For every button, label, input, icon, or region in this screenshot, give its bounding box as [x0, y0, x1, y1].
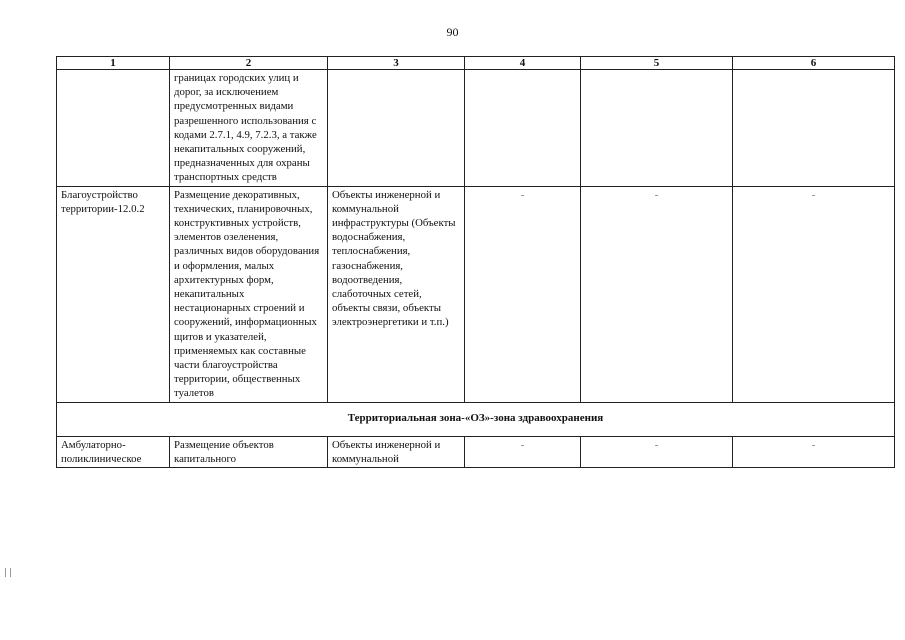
header-col-4: 4 [465, 57, 581, 70]
cell-auxiliary [328, 70, 465, 187]
cell-col6 [733, 70, 895, 187]
scan-margin-mark [5, 568, 11, 577]
cell-description: границах городских улиц и дорог, за исключением предусмотренных видами разрешенного использования с кодами 2.7.1, 4.9, 7.2.3, а также некапитальных сооружений, предназначенных для охраны транспортных средств [170, 70, 328, 187]
cell-col6: - [733, 186, 895, 402]
header-col-5: 5 [581, 57, 733, 70]
cell-col5: - [581, 436, 733, 467]
cell-activity-name [57, 70, 170, 187]
table-row [57, 70, 895, 187]
cell-activity-name: Амбулаторно-поликлиническое [57, 436, 170, 467]
cell-col6: - [733, 436, 895, 467]
cell-col4: - [465, 186, 581, 402]
cell-auxiliary: Объекты инженерной и коммунальной [328, 436, 465, 467]
cell-col4 [465, 70, 581, 187]
cell-col5 [581, 70, 733, 187]
table-row [57, 436, 895, 467]
cell-auxiliary: Объекты инженерной и коммунальной инфраструктуры (Объекты водоснабжения, теплоснабжения, газоснабжения, водоотведения, слаботочных сетей, объекты связи, объекты электроэнергетики и т.п.) [328, 186, 465, 402]
page-number: 90 [446, 25, 459, 39]
cell-col5: - [581, 186, 733, 402]
header-col-6: 6 [733, 57, 895, 70]
header-col-3: 3 [328, 57, 465, 70]
table-row [57, 186, 895, 402]
cell-col4: - [465, 436, 581, 467]
cell-activity-name: Благоустройство территории-12.0.2 [57, 186, 170, 402]
cell-description: Размещение декоративных, технических, планировочных, конструктивных устройств, элементов озеленения, различных видов оборудования и оформления, малых архитектурных форм, некапитальных нестационарных строений и сооружений, информационных щитов и указателей, применяемых как составные части благоустройства территории, общественных туалетов [170, 186, 328, 402]
zone-heading-row [57, 402, 895, 436]
header-col-1: 1 [57, 57, 170, 70]
zoning-table [56, 56, 895, 468]
header-row [57, 57, 895, 70]
zone-title: Территориальная зона-«ОЗ»-зона здравоохранения [57, 402, 895, 436]
cell-description: Размещение объектов капитального [170, 436, 328, 467]
header-col-2: 2 [170, 57, 328, 70]
